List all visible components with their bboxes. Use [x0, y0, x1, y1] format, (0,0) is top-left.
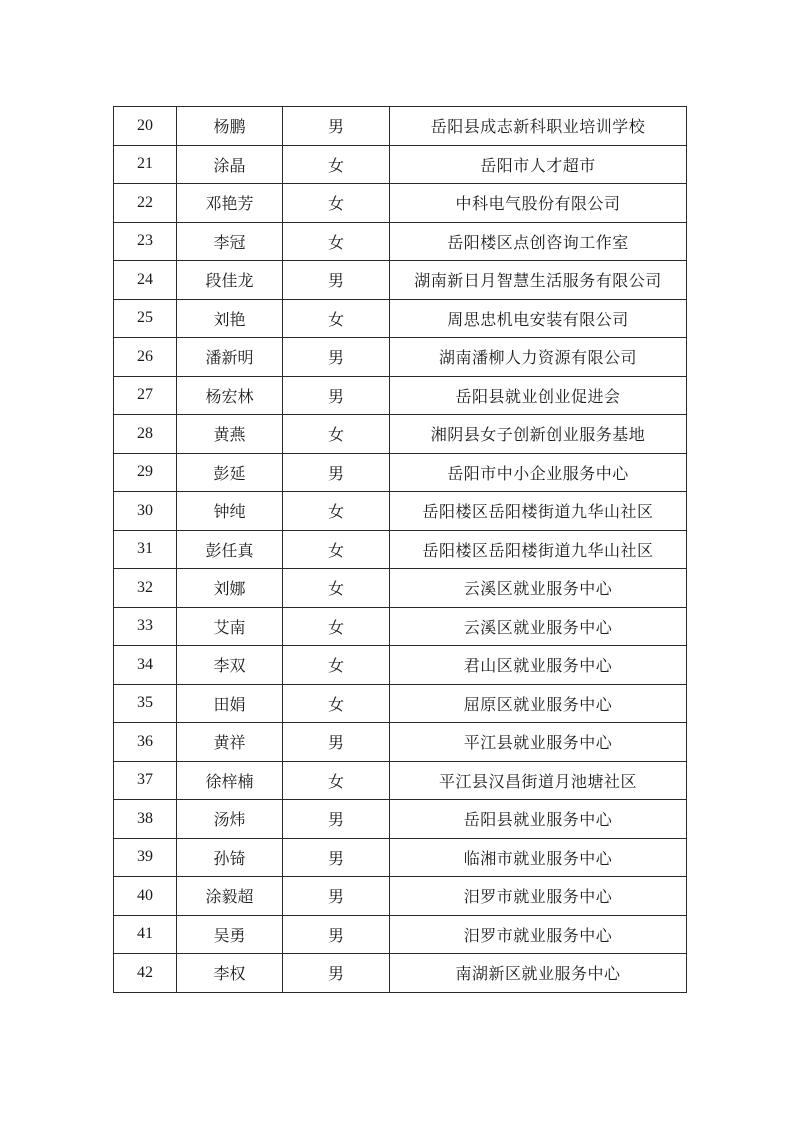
- gender-cell: 男: [283, 107, 390, 146]
- gender-cell: 女: [283, 299, 390, 338]
- table-row: [114, 877, 687, 916]
- person-name-cell: 孙锜: [177, 838, 283, 877]
- table-row: [114, 530, 687, 569]
- person-name-cell: 杨鹏: [177, 107, 283, 146]
- row-number-cell: 42: [114, 954, 177, 993]
- gender-cell: 男: [283, 338, 390, 377]
- table-row: [114, 915, 687, 954]
- organization-cell: 云溪区就业服务中心: [390, 569, 687, 608]
- table-row: [114, 453, 687, 492]
- gender-cell: 男: [283, 723, 390, 762]
- row-number-cell: 25: [114, 299, 177, 338]
- row-number-cell: 33: [114, 607, 177, 646]
- gender-cell: 女: [283, 145, 390, 184]
- person-name-cell: 李冠: [177, 222, 283, 261]
- table-row: [114, 838, 687, 877]
- organization-cell: 平江县就业服务中心: [390, 723, 687, 762]
- gender-cell: 男: [283, 954, 390, 993]
- table-row: [114, 723, 687, 762]
- table-row: [114, 492, 687, 531]
- gender-cell: 女: [283, 184, 390, 223]
- gender-cell: 女: [283, 761, 390, 800]
- table-row: [114, 415, 687, 454]
- table-row: [114, 338, 687, 377]
- roster-table-body: [114, 107, 687, 993]
- organization-cell: 中科电气股份有限公司: [390, 184, 687, 223]
- gender-cell: 男: [283, 453, 390, 492]
- row-number-cell: 24: [114, 261, 177, 300]
- table-row: [114, 800, 687, 839]
- table-row: [114, 761, 687, 800]
- person-name-cell: 李权: [177, 954, 283, 993]
- table-row: [114, 684, 687, 723]
- gender-cell: 男: [283, 261, 390, 300]
- person-name-cell: 黄燕: [177, 415, 283, 454]
- gender-cell: 女: [283, 530, 390, 569]
- row-number-cell: 21: [114, 145, 177, 184]
- table-row: [114, 145, 687, 184]
- person-name-cell: 黄祥: [177, 723, 283, 762]
- organization-cell: 岳阳县就业服务中心: [390, 800, 687, 839]
- gender-cell: 女: [283, 646, 390, 685]
- gender-cell: 男: [283, 877, 390, 916]
- person-name-cell: 邓艳芳: [177, 184, 283, 223]
- organization-cell: 岳阳市中小企业服务中心: [390, 453, 687, 492]
- organization-cell: 汨罗市就业服务中心: [390, 915, 687, 954]
- row-number-cell: 39: [114, 838, 177, 877]
- row-number-cell: 28: [114, 415, 177, 454]
- person-name-cell: 刘娜: [177, 569, 283, 608]
- table-row: [114, 646, 687, 685]
- organization-cell: 岳阳县成志新科职业培训学校: [390, 107, 687, 146]
- row-number-cell: 29: [114, 453, 177, 492]
- person-name-cell: 吴勇: [177, 915, 283, 954]
- person-name-cell: 李双: [177, 646, 283, 685]
- person-name-cell: 彭任真: [177, 530, 283, 569]
- row-number-cell: 41: [114, 915, 177, 954]
- table-row: [114, 569, 687, 608]
- person-name-cell: 刘艳: [177, 299, 283, 338]
- person-name-cell: 涂毅超: [177, 877, 283, 916]
- row-number-cell: 36: [114, 723, 177, 762]
- row-number-cell: 23: [114, 222, 177, 261]
- person-name-cell: 杨宏林: [177, 376, 283, 415]
- roster-table: [113, 106, 687, 993]
- organization-cell: 岳阳楼区岳阳楼街道九华山社区: [390, 530, 687, 569]
- person-name-cell: 汤炜: [177, 800, 283, 839]
- person-name-cell: 田娟: [177, 684, 283, 723]
- person-name-cell: 钟纯: [177, 492, 283, 531]
- table-row: [114, 954, 687, 993]
- row-number-cell: 40: [114, 877, 177, 916]
- table-row: [114, 107, 687, 146]
- gender-cell: 女: [283, 415, 390, 454]
- gender-cell: 女: [283, 684, 390, 723]
- organization-cell: 岳阳市人才超市: [390, 145, 687, 184]
- organization-cell: 湘阴县女子创新创业服务基地: [390, 415, 687, 454]
- organization-cell: 平江县汉昌街道月池塘社区: [390, 761, 687, 800]
- person-name-cell: 段佳龙: [177, 261, 283, 300]
- row-number-cell: 22: [114, 184, 177, 223]
- organization-cell: 湖南新日月智慧生活服务有限公司: [390, 261, 687, 300]
- row-number-cell: 37: [114, 761, 177, 800]
- organization-cell: 南湖新区就业服务中心: [390, 954, 687, 993]
- row-number-cell: 27: [114, 376, 177, 415]
- gender-cell: 男: [283, 838, 390, 877]
- row-number-cell: 30: [114, 492, 177, 531]
- gender-cell: 男: [283, 376, 390, 415]
- gender-cell: 女: [283, 492, 390, 531]
- organization-cell: 屈原区就业服务中心: [390, 684, 687, 723]
- organization-cell: 岳阳县就业创业促进会: [390, 376, 687, 415]
- table-row: [114, 607, 687, 646]
- organization-cell: 临湘市就业服务中心: [390, 838, 687, 877]
- gender-cell: 女: [283, 222, 390, 261]
- person-name-cell: 彭延: [177, 453, 283, 492]
- row-number-cell: 31: [114, 530, 177, 569]
- gender-cell: 女: [283, 607, 390, 646]
- table-row: [114, 184, 687, 223]
- organization-cell: 岳阳楼区点创咨询工作室: [390, 222, 687, 261]
- row-number-cell: 20: [114, 107, 177, 146]
- table-row: [114, 299, 687, 338]
- organization-cell: 君山区就业服务中心: [390, 646, 687, 685]
- row-number-cell: 35: [114, 684, 177, 723]
- organization-cell: 周思忠机电安装有限公司: [390, 299, 687, 338]
- person-name-cell: 艾南: [177, 607, 283, 646]
- table-row: [114, 222, 687, 261]
- row-number-cell: 38: [114, 800, 177, 839]
- gender-cell: 女: [283, 569, 390, 608]
- gender-cell: 男: [283, 915, 390, 954]
- table-row: [114, 376, 687, 415]
- person-name-cell: 潘新明: [177, 338, 283, 377]
- organization-cell: 湖南潘柳人力资源有限公司: [390, 338, 687, 377]
- organization-cell: 岳阳楼区岳阳楼街道九华山社区: [390, 492, 687, 531]
- row-number-cell: 32: [114, 569, 177, 608]
- person-name-cell: 徐梓楠: [177, 761, 283, 800]
- table-row: [114, 261, 687, 300]
- row-number-cell: 34: [114, 646, 177, 685]
- organization-cell: 云溪区就业服务中心: [390, 607, 687, 646]
- person-name-cell: 涂晶: [177, 145, 283, 184]
- organization-cell: 汨罗市就业服务中心: [390, 877, 687, 916]
- row-number-cell: 26: [114, 338, 177, 377]
- gender-cell: 男: [283, 800, 390, 839]
